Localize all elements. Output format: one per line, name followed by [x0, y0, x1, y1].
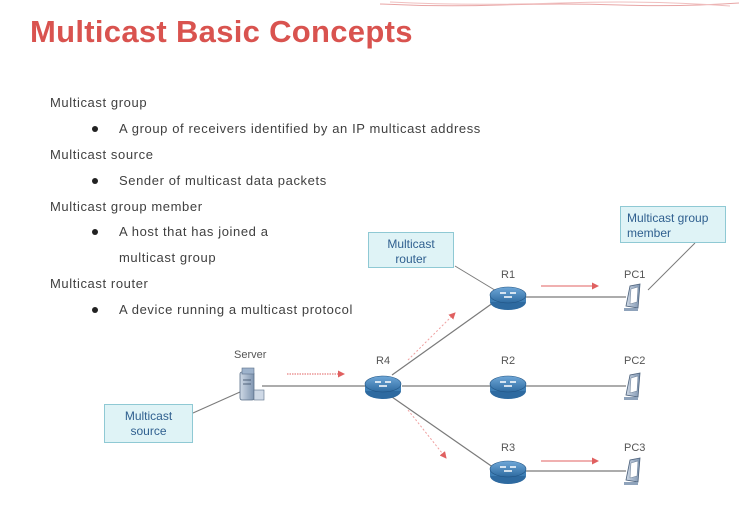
label-r3: R3	[501, 442, 516, 454]
label-r2: R2	[501, 355, 516, 367]
slide-title: Multicast Basic Concepts	[30, 14, 413, 49]
desc-multicast-router: A device running a multicast protocol	[119, 302, 353, 317]
label-pc3: PC3	[624, 442, 646, 454]
callout-router-line1: Multicast	[387, 237, 435, 251]
desc-multicast-group-member-line2: multicast group	[119, 250, 217, 265]
callout-member-line2: member	[627, 226, 672, 240]
router-icon-r1	[490, 287, 526, 310]
callout-multicast-source	[104, 404, 193, 443]
router-icon-r2	[490, 376, 526, 399]
callout-multicast-router	[368, 232, 454, 268]
term-multicast-source: Multicast source	[50, 147, 154, 162]
pc-icon-pc2	[624, 373, 640, 400]
label-r1: R1	[501, 269, 516, 281]
label-pc2: PC2	[624, 355, 646, 367]
callout-multicast-group-member	[620, 206, 726, 243]
callout-member-line	[648, 243, 695, 290]
label-pc1: PC1	[624, 269, 646, 281]
label-server: Server	[234, 349, 267, 361]
callout-source-line2: source	[130, 424, 167, 438]
term-multicast-group-member: Multicast group member	[50, 199, 203, 214]
flow-arrow-r4-r3	[408, 410, 446, 458]
link-r4-r1	[392, 300, 497, 375]
server-icon	[240, 368, 264, 400]
callout-source-line1: Multicast	[124, 409, 173, 423]
desc-multicast-source: Sender of multicast data packets	[119, 173, 327, 188]
callout-source-line	[193, 392, 240, 413]
link-r4-r3	[392, 397, 497, 470]
desc-multicast-group-member-line1: A host that has joined a	[119, 224, 269, 239]
pc-icon-pc3	[624, 458, 640, 485]
callout-router-line	[455, 266, 498, 292]
term-multicast-group: Multicast group	[50, 95, 148, 110]
term-multicast-router: Multicast router	[50, 276, 149, 291]
callout-member-line1: Multicast group	[627, 211, 709, 225]
flow-arrow-r4-r1	[408, 313, 455, 360]
callout-router-line2: router	[395, 252, 427, 266]
label-r4: R4	[376, 355, 391, 367]
pc-icon-pc1	[624, 284, 640, 311]
router-icon-r4	[365, 376, 401, 399]
desc-multicast-group: A group of receivers identified by an IP multicast address	[119, 121, 481, 136]
router-icon-r3	[490, 461, 526, 484]
